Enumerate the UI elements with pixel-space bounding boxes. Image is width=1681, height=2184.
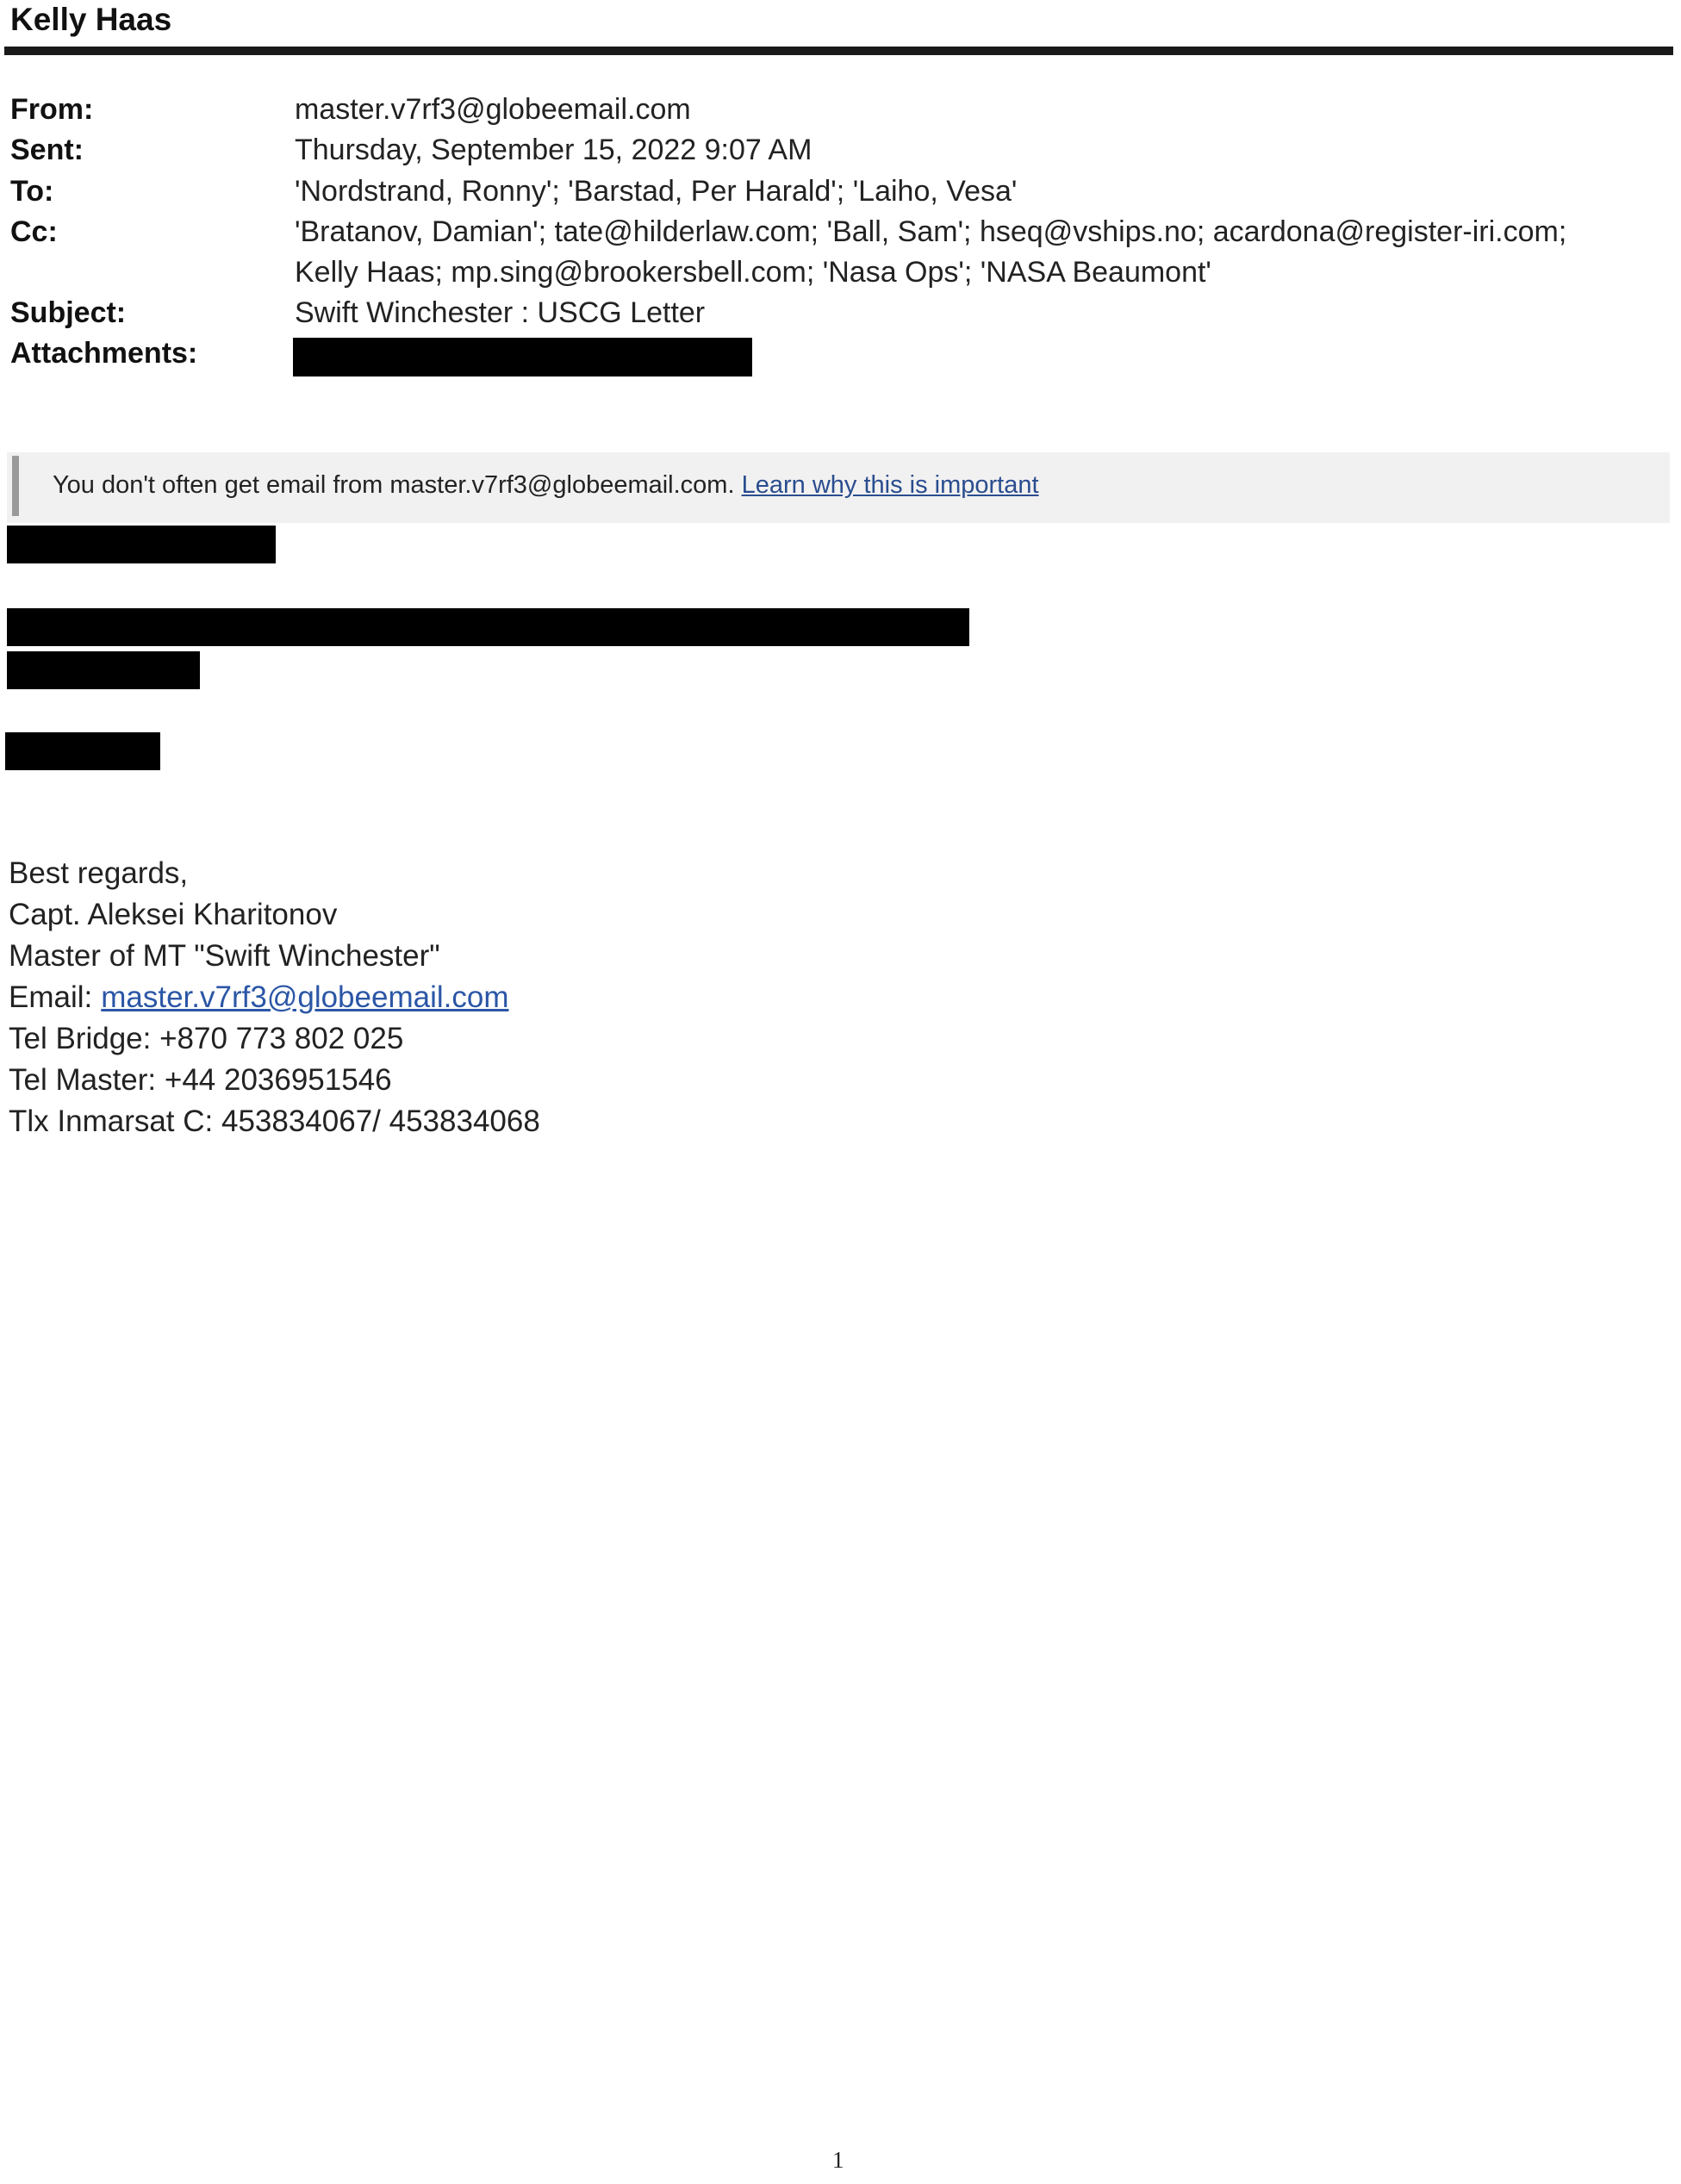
signature-email-line [9,977,540,1018]
cc-value-line1: 'Bratanov, Damian'; tate@hilderlaw.com; 'Ball, Sam'; hseq@vships.no; acardona@register-iri.com; [295,215,1567,248]
sent-label: Sent: [10,134,84,166]
header-divider [4,47,1673,55]
signature-tel-master: Tel Master: +44 2036951546 [9,1063,392,1097]
from-value: master.v7rf3@globeemail.com [295,93,691,126]
cc-value-line2: Kelly Haas; mp.sing@brookersbell.com; 'Nasa Ops'; 'NASA Beaumont' [295,256,1211,289]
signature-tel-bridge: Tel Bridge: +870 773 802 025 [9,1022,404,1055]
signature-telex: Tlx Inmarsat C: 453834067/ 453834068 [9,1104,540,1138]
signature-greeting: Best regards, [9,856,189,890]
cc-label: Cc: [10,215,58,248]
to-value: 'Nordstrand, Ronny'; 'Barstad, Per Harald'; 'Laiho, Vesa' [295,175,1018,208]
banner-message [53,471,1039,500]
subject-value: Swift Winchester : USCG Letter [295,296,706,329]
attachments-label: Attachments: [10,337,198,370]
banner-accent-bar [12,456,19,516]
from-label: From: [10,93,94,126]
sent-value: Thursday, September 15, 2022 9:07 AM [295,134,812,166]
learn-why-link[interactable]: Learn why this is important [741,471,1039,499]
signature-email-link[interactable]: master.v7rf3@globeemail.com [101,980,509,1014]
banner-text: You don't often get email from master.v7rf3@globeemail.com. [53,471,735,499]
body-redaction-2 [7,608,969,646]
body-redaction-4 [5,732,160,770]
external-sender-banner [7,452,1670,523]
signature-title: Master of MT "Swift Winchester" [9,939,440,973]
to-label: To: [10,175,54,208]
body-redaction-1 [7,526,276,563]
mailbox-owner-name: Kelly Haas [10,2,172,37]
attachments-redaction [293,338,752,376]
signature-email-label: Email: [9,980,93,1014]
body-redaction-3 [7,651,200,689]
signature-block [9,853,540,1142]
subject-label: Subject: [10,296,127,329]
page-number: 1 [832,2147,844,2173]
signature-name: Capt. Aleksei Kharitonov [9,898,338,931]
